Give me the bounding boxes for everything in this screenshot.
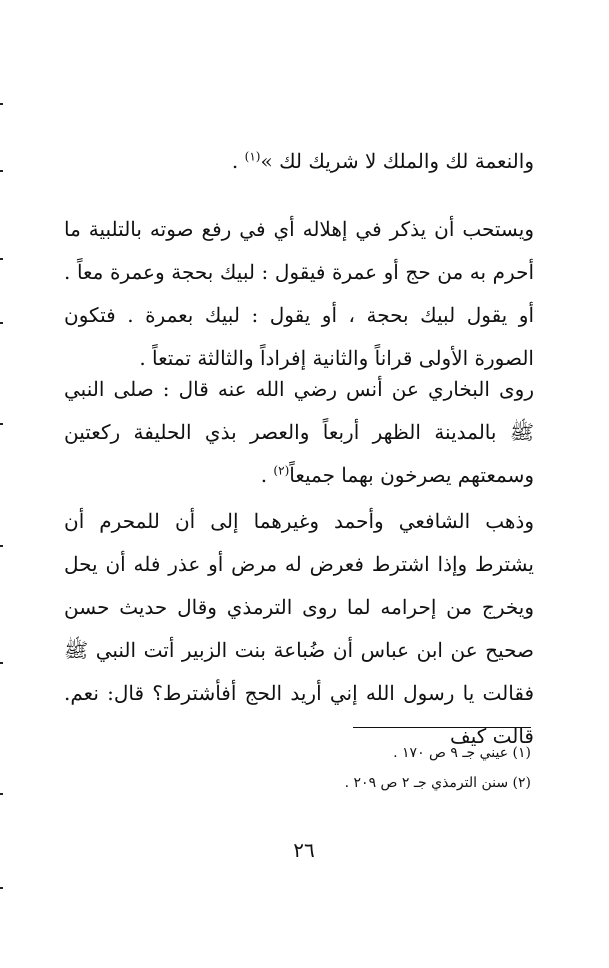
paragraph-text: والنعمة لك والملك لا شريك لك » [260,149,534,173]
footnote-reference-1: (١) [244,149,261,164]
paragraph-tail: . [231,149,245,173]
footnote-divider [353,727,531,728]
paragraph-talbiyah-ending [64,140,534,183]
page-number: ٢٦ [293,838,315,862]
footnote-1: (١) عيني جـ ٩ ص ١٧٠ . [393,745,531,761]
paragraph-ihlal [64,208,534,380]
footnote-reference-2: (٢) [273,463,290,478]
scan-edge-mark [0,662,3,664]
paragraph-tail: . [260,463,274,487]
scan-edge-mark [0,258,3,260]
scan-edge-mark [0,545,3,547]
paragraph-condition-stipulation [64,500,534,758]
paragraph-text: روى البخاري عن أنس رضي الله عنه قال : صلى النبي ﷺ بالمدينة الظهر أربعاً والعصر بذي الحليفة ركعتين وسمعتهم يصرخون بهما جميعاً [64,377,534,487]
footnote-2: (٢) سنن الترمذي جـ ٢ ص ٢٠٩ . [344,775,531,791]
scan-edge-mark [0,103,3,105]
scan-edge-mark [0,322,3,324]
scan-edge-mark [0,887,3,889]
paragraph-bukhari-narration [64,368,534,497]
paragraph-text: ويستحب أن يذكر في إهلاله أي في رفع صوته بالتلبية ما أحرم به من حج أو عمرة فيقول : لبيك بحجة وعمرة معاً . أو يقول لبيك بحجة ، أو يقول : لبيك بعمرة . فتكون الصورة الأولى قراناً والثانية إفراداً والثالثة تمتعاً . [64,217,534,370]
scan-edge-mark [0,170,3,172]
paragraph-text: وذهب الشافعي وأحمد وغيرهما إلى أن للمحرم أن يشترط وإذا اشترط فعرض له مرض أو عذر فله أن يحل ويخرج من إحرامه لما روى الترمذي وقال حديث حسن صحيح عن ابن عباس أن ضُباعة بنت الزبير أتت النبي ﷺ فقالت يا رسول الله إني أريد الحج أفأشترط؟ قال: نعم. قالت كيف [64,509,534,748]
scan-edge-mark [0,793,3,795]
scan-edge-mark [0,423,3,425]
